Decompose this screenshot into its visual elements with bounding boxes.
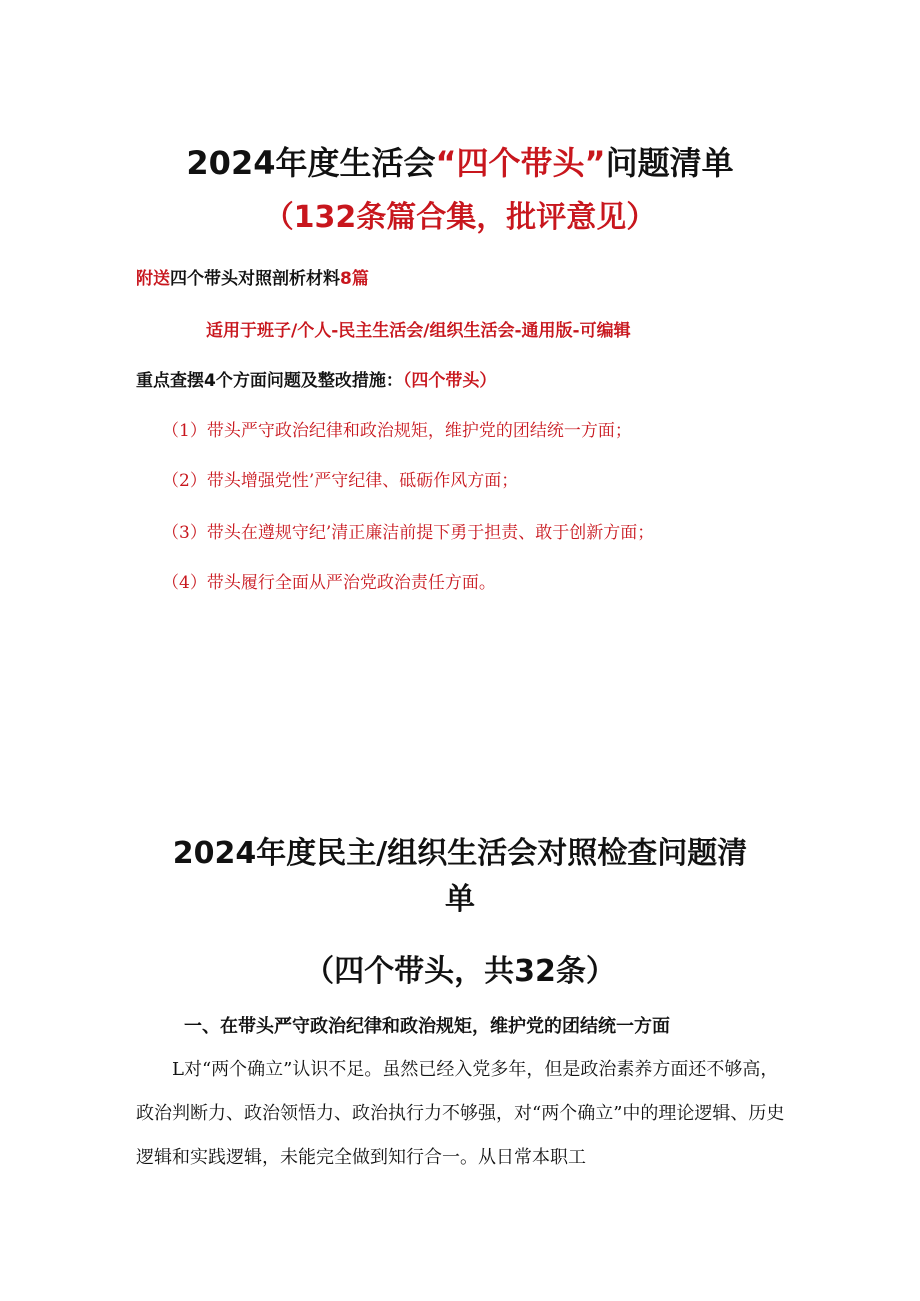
attachment-note [136, 264, 369, 289]
cover-title-part1: 2024年度生活会 [186, 144, 436, 182]
focus-item-3: （3）带头在遵规守纪’清正廉洁前提下勇于担责、敢于创新方面； [162, 523, 655, 543]
focus-item-1: （1）带头严守政治纪律和政治规矩，维护党的团结统一方面； [162, 421, 632, 441]
cover-title-highlight: “四个带头” [435, 144, 606, 182]
cover-title-part2: 问题清单 [605, 144, 734, 182]
applies-note: 适用于班子/个人-民主生活会/组织生活会-通用版-可编辑 [206, 321, 631, 341]
attachment-mid: 四个带头对照剖析材料 [170, 269, 340, 289]
focus-tag: （四个带头） [402, 371, 497, 391]
focus-label: 重点查摆4个方面问题及整改措施： [136, 371, 403, 391]
body-paragraph [136, 1048, 796, 1180]
cover-title [0, 138, 920, 184]
doc-title-line1: 2024年度民主/组织生活会对照检查问题清 [172, 836, 748, 871]
attachment-prefix: 附送 [136, 269, 170, 289]
attachment-suffix: 8篇 [340, 269, 369, 289]
doc-title-line2: 单 [445, 882, 475, 917]
cover-subtitle: （132条篇合集，批评意见） [263, 200, 657, 235]
focus-heading [136, 366, 496, 391]
paragraph-text: L对“两个确立”认识不足。虽然已经入党多年，但是政治素养方面还不够高，政治判断力、政治领悟力、政治执行力不够强，对“两个确立”中的理论逻辑、历史逻辑和实践逻辑，未能完全做到知行合一。从日常本职工 [136, 1059, 785, 1168]
focus-item-4: （4）带头履行全面从严治党政治责任方面。 [162, 573, 496, 593]
section-heading-1: 一、在带头严守政治纪律和政治规矩，维护党的团结统一方面 [184, 1016, 670, 1037]
doc-title-line3: （四个带头，共32条） [304, 954, 616, 989]
focus-item-2: （2）带头增强党性’严守纪律、砥砺作风方面； [162, 471, 519, 491]
